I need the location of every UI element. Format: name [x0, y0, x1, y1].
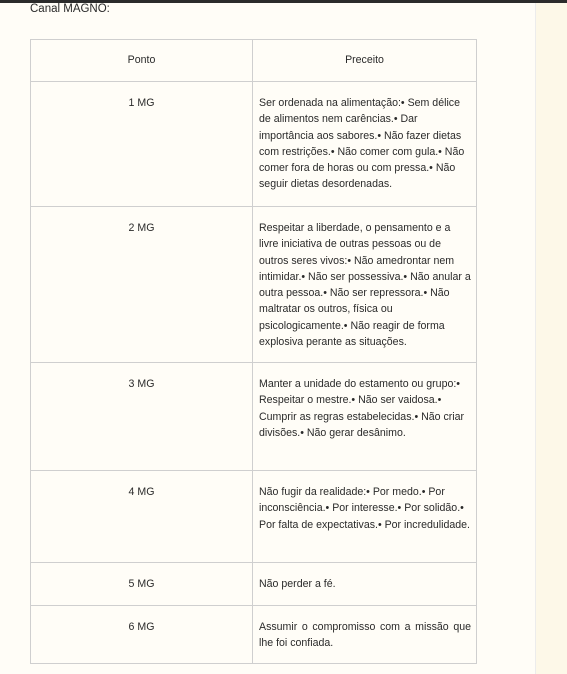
table-header-row — [31, 40, 477, 82]
precepts-table — [30, 39, 477, 664]
right-side-panel — [535, 3, 567, 674]
point-cell: 2 MG — [31, 207, 253, 363]
table-row — [31, 82, 477, 207]
point-cell: 3 MG — [31, 363, 253, 471]
precept-cell: Respeitar a liberdade, o pensamento e a livre iniciativa de outras pessoas ou de outros seres vivos:• Não amedrontar nem intimidar.• Não ser possessiva.• Não anular a outra pessoa.• Não ser repressora.• Não maltratar os outros, física ou psicologicamente.• Não reagir de forma explosiva perante as situações. — [253, 207, 477, 363]
precept-cell: Manter a unidade do estamento ou grupo:• Respeitar o mestre.• Não ser vaidosa.• Cumprir as regras estabelecidas.• Não criar divisões.• Não gerar desânimo. — [253, 363, 477, 471]
precept-cell: Ser ordenada na alimentação:• Sem délice de alimentos nem carências.• Dar importância aos sabores.• Não fazer dietas com restrições.• Não comer com gula.• Não comer fora de horas ou com pressa.• Não seguir dietas desordenadas. — [253, 82, 477, 207]
precept-cell: Não perder a fé. — [253, 563, 477, 606]
table-row — [31, 606, 477, 664]
table-row — [31, 207, 477, 363]
table-caption: Canal MAGNO: — [30, 3, 110, 15]
point-cell: 6 MG — [31, 606, 253, 664]
table-row — [31, 563, 477, 606]
table-row — [31, 363, 477, 471]
precept-cell: Não fugir da realidade:• Por medo.• Por inconsciência.• Por interesse.• Por solidão.• Por falta de expectativas.• Por incredulidade. — [253, 471, 477, 563]
precept-cell: Assumir o compromisso com a missão que lhe foi confiada. — [253, 606, 477, 664]
point-cell: 5 MG — [31, 563, 253, 606]
column-header-precept: Preceito — [253, 40, 477, 82]
point-cell: 1 MG — [31, 82, 253, 207]
table-row — [31, 471, 477, 563]
column-header-point: Ponto — [31, 40, 253, 82]
point-cell: 4 MG — [31, 471, 253, 563]
